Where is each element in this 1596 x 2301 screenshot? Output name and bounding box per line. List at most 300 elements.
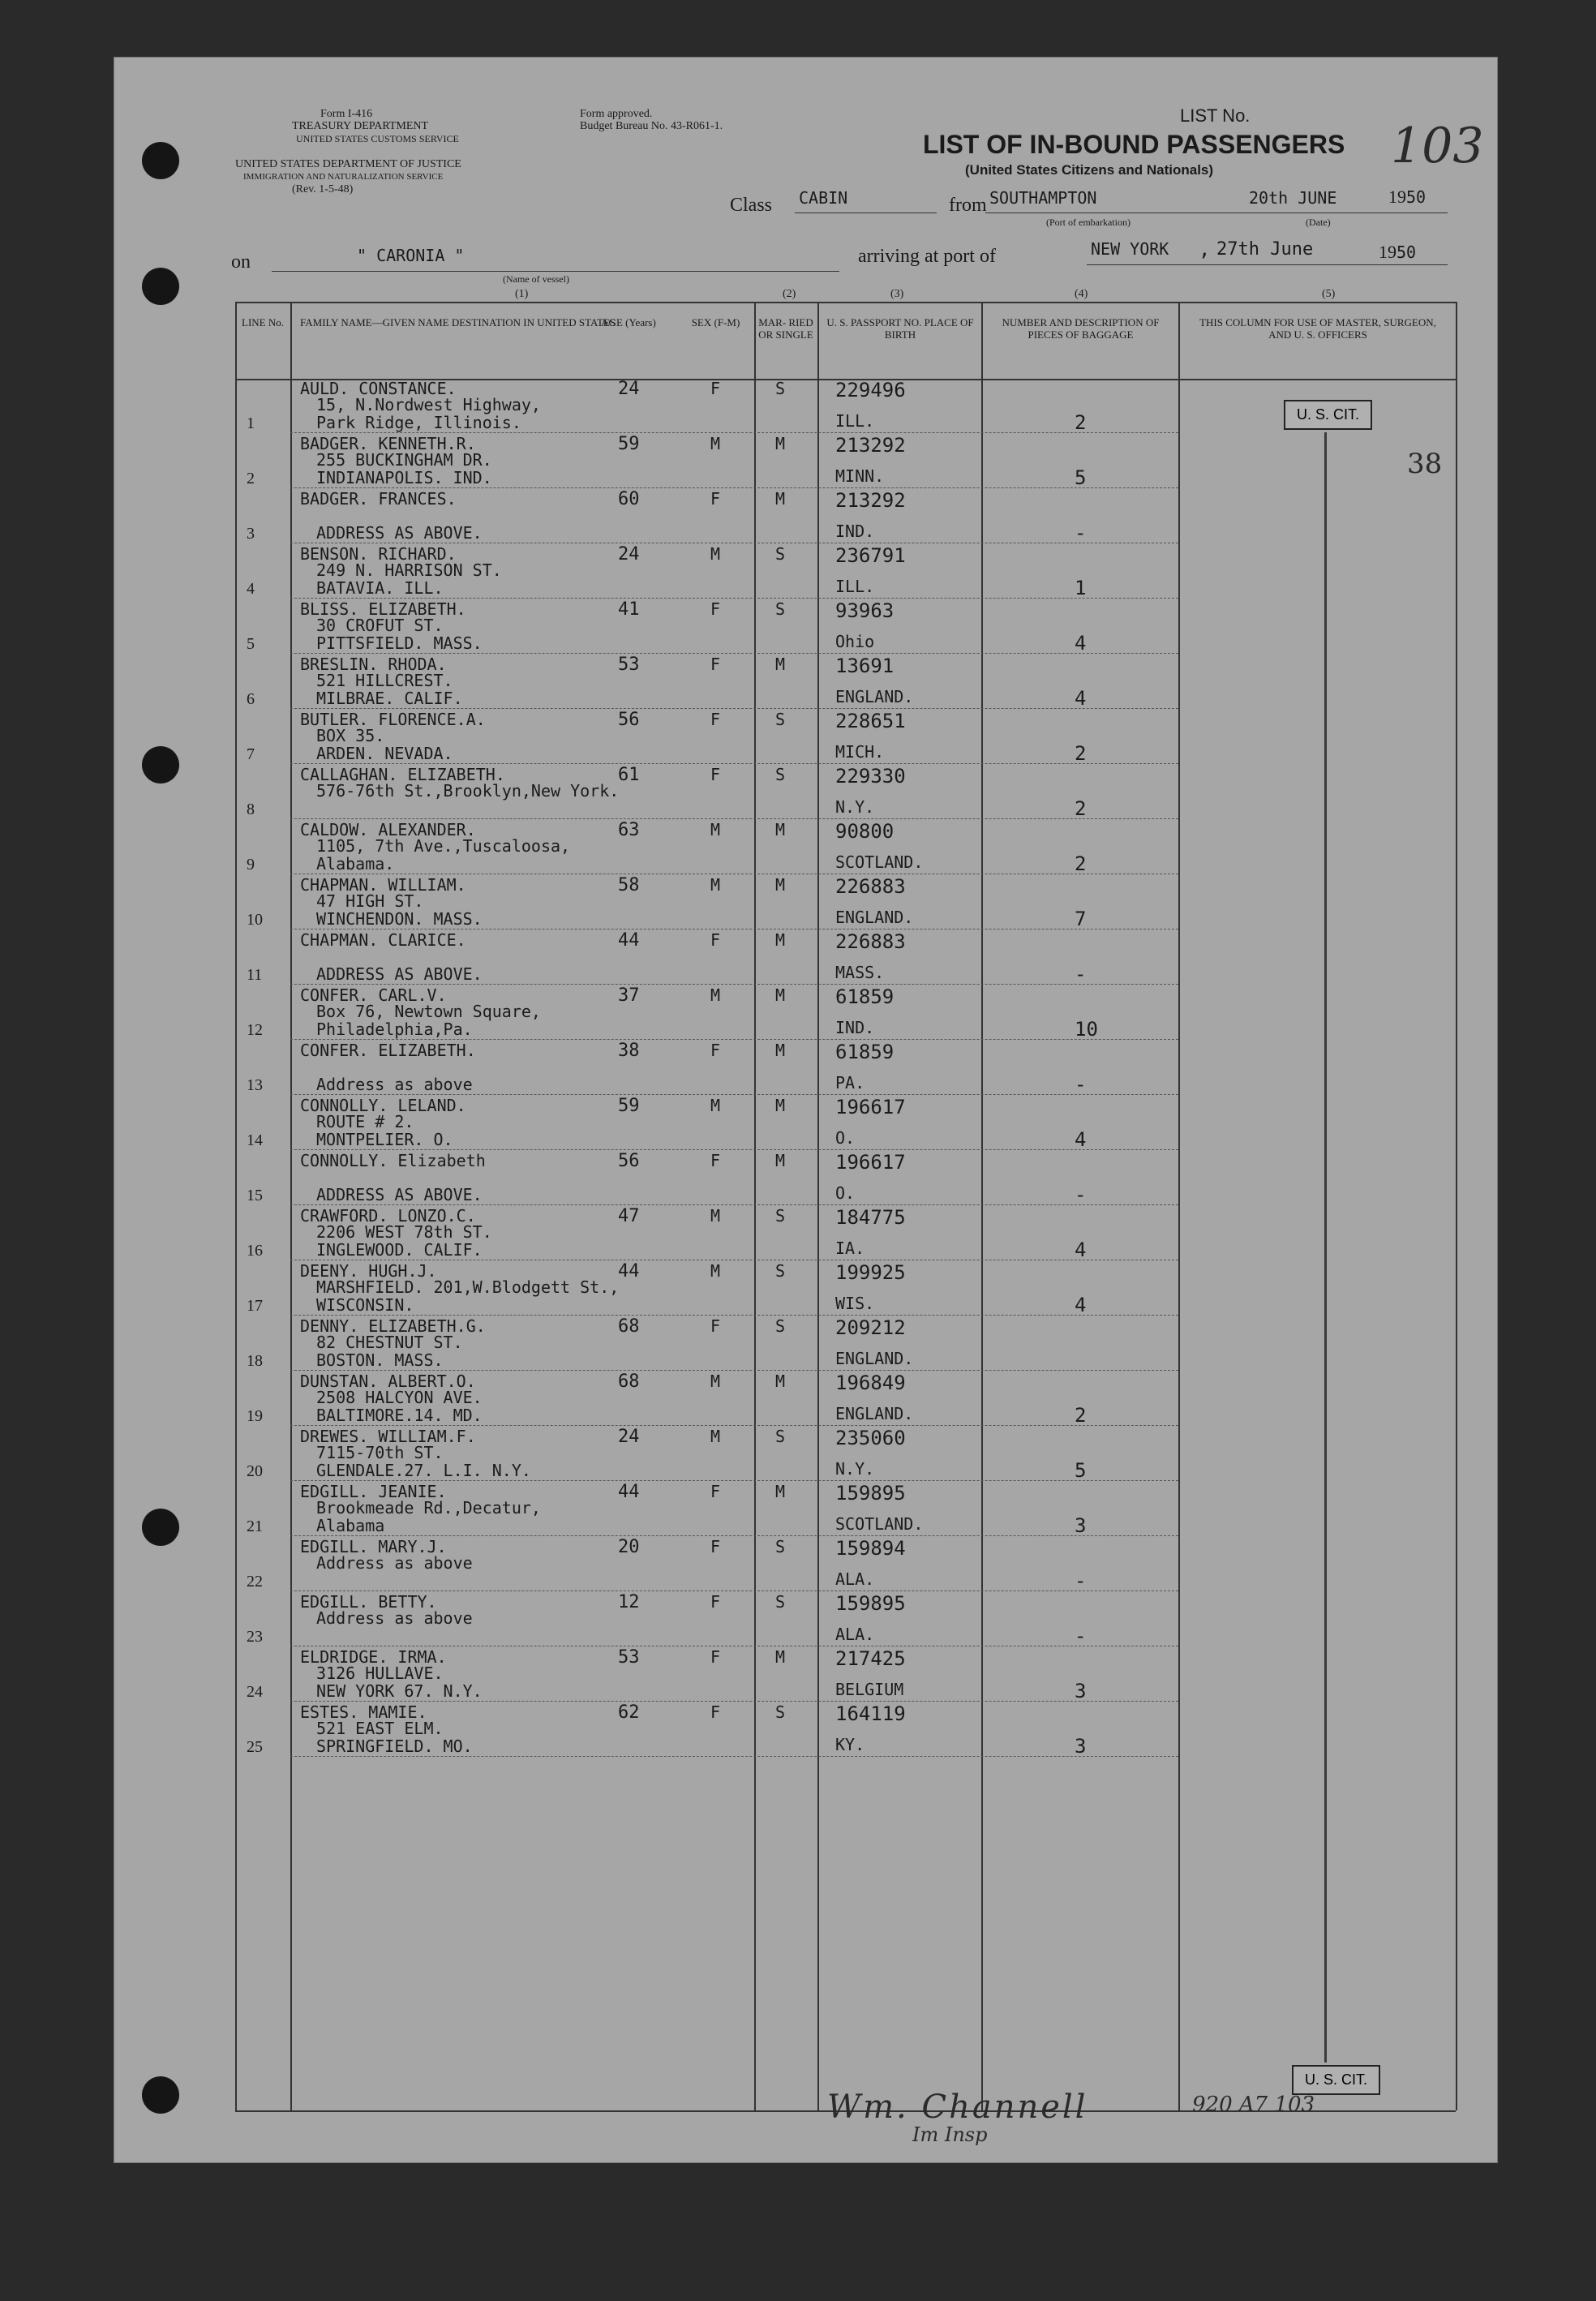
passenger-name: CHAPMAN. WILLIAM. bbox=[300, 875, 466, 895]
address-line-2: NEW YORK 67. N.Y. bbox=[316, 1681, 483, 1701]
address-line-1: ROUTE # 2. bbox=[316, 1112, 414, 1131]
baggage-count: 3 bbox=[1075, 1514, 1087, 1537]
passport-number: 93963 bbox=[835, 599, 895, 622]
age-value: 58 bbox=[618, 875, 640, 895]
sex-value: F bbox=[710, 489, 721, 509]
place-of-birth: WIS. bbox=[835, 1294, 875, 1313]
justice-department: UNITED STATES DEPARTMENT OF JUSTICE bbox=[235, 158, 461, 170]
address-line-1: 2206 WEST 78th ST. bbox=[316, 1222, 492, 1242]
embarkation-caption: (Port of embarkation) bbox=[1046, 217, 1130, 228]
baggage-count: 3 bbox=[1075, 1735, 1087, 1758]
address-line-2: GLENDALE.27. L.I. N.Y. bbox=[316, 1461, 531, 1480]
date-caption: (Date) bbox=[1306, 217, 1331, 228]
address-line-1: Brookmeade Rd.,Decatur, bbox=[316, 1498, 541, 1518]
vessel-underline bbox=[272, 271, 839, 272]
passport-number: 229496 bbox=[835, 379, 906, 401]
passenger-name: DEENY. HUGH.J. bbox=[300, 1261, 437, 1281]
col-header-age: AGE (Years) bbox=[601, 316, 656, 328]
us-citizen-stamp-top: U. S. CIT. bbox=[1284, 400, 1372, 430]
marital-status: M bbox=[775, 434, 786, 453]
marital-status: S bbox=[775, 1316, 786, 1336]
baggage-count: 2 bbox=[1075, 1404, 1087, 1427]
sex-value: F bbox=[710, 1041, 721, 1060]
sex-value: F bbox=[710, 930, 721, 950]
row-separator bbox=[290, 1425, 1178, 1426]
row-separator bbox=[290, 1204, 1178, 1205]
us-citizen-stamp-bottom: U. S. CIT. bbox=[1292, 2065, 1380, 2095]
row-separator bbox=[290, 1480, 1178, 1481]
passport-number: 199925 bbox=[835, 1261, 906, 1284]
table-row bbox=[235, 875, 1456, 930]
address-line-2: Park Ridge, Illinois. bbox=[316, 413, 521, 432]
place-of-birth: ENGLAND. bbox=[835, 1404, 914, 1423]
row-separator bbox=[290, 1149, 1178, 1150]
baggage-count: - bbox=[1075, 1569, 1087, 1592]
table-row bbox=[235, 1592, 1456, 1647]
place-of-birth: BELGIUM bbox=[835, 1680, 904, 1699]
table-row bbox=[235, 544, 1456, 599]
baggage-count: - bbox=[1075, 522, 1087, 544]
sex-value: M bbox=[710, 1427, 721, 1446]
marital-status: M bbox=[775, 655, 786, 674]
place-of-birth: ALA. bbox=[835, 1625, 875, 1644]
row-separator bbox=[290, 708, 1178, 709]
passenger-name: CRAWFORD. LONZO.C. bbox=[300, 1206, 476, 1226]
passenger-name: BADGER. KENNETH.R. bbox=[300, 434, 476, 453]
baggage-count: 2 bbox=[1075, 742, 1087, 765]
address-line-1: 7115-70th ST. bbox=[316, 1443, 444, 1462]
row-separator bbox=[290, 1756, 1178, 1757]
line-number: 17 bbox=[247, 1297, 263, 1315]
year-prefix: 1950 bbox=[1388, 187, 1427, 207]
col-header-officers: THIS COLUMN FOR USE OF MASTER, SURGEON, AND U. S. OFFICERS bbox=[1199, 316, 1436, 341]
passport-number: 236791 bbox=[835, 544, 906, 567]
row-separator bbox=[290, 1315, 1178, 1316]
age-value: 44 bbox=[618, 1261, 640, 1281]
age-value: 53 bbox=[618, 1647, 640, 1668]
baggage-count: - bbox=[1075, 1073, 1087, 1096]
age-value: 20 bbox=[618, 1537, 640, 1557]
table-row bbox=[235, 1316, 1456, 1372]
marital-status: S bbox=[775, 710, 786, 729]
row-separator bbox=[290, 1535, 1178, 1536]
punch-hole bbox=[142, 1509, 179, 1546]
baggage-count: 1 bbox=[1075, 577, 1087, 599]
baggage-count: - bbox=[1075, 1183, 1087, 1206]
address-line-1: 521 EAST ELM. bbox=[316, 1719, 444, 1738]
marital-status: S bbox=[775, 1592, 786, 1612]
place-of-birth: ILL. bbox=[835, 411, 875, 431]
place-of-birth: O. bbox=[835, 1128, 856, 1148]
arriving-label: arriving at port of bbox=[858, 246, 996, 267]
age-value: 68 bbox=[618, 1372, 640, 1392]
age-value: 63 bbox=[618, 820, 640, 840]
address-line-2: Address as above bbox=[316, 1075, 473, 1094]
col-number-4: (4) bbox=[1075, 288, 1088, 300]
table-row bbox=[235, 1096, 1456, 1151]
passenger-name: CONNOLLY. Elizabeth bbox=[300, 1151, 486, 1170]
line-number: 20 bbox=[247, 1462, 263, 1480]
inspector-signature: Wm. Channell bbox=[827, 2089, 1088, 2126]
baggage-count: - bbox=[1075, 1625, 1087, 1647]
sex-value: M bbox=[710, 1206, 721, 1226]
baggage-count: 7 bbox=[1075, 908, 1087, 930]
address-line-1: Address as above bbox=[316, 1608, 473, 1628]
sex-value: F bbox=[710, 1482, 721, 1501]
sex-value: M bbox=[710, 1261, 721, 1281]
place-of-birth: MASS. bbox=[835, 963, 885, 982]
place-of-birth: ENGLAND. bbox=[835, 687, 914, 706]
marital-status: M bbox=[775, 489, 786, 509]
marital-status: S bbox=[775, 765, 786, 784]
revision-date: (Rev. 1-5-48) bbox=[292, 183, 354, 195]
inspector-title: Im Insp bbox=[912, 2123, 988, 2146]
passenger-name: BENSON. RICHARD. bbox=[300, 544, 457, 564]
marital-status: M bbox=[775, 1041, 786, 1060]
line-number: 3 bbox=[247, 525, 255, 543]
page-subtitle: (United States Citizens and Nationals) bbox=[965, 162, 1214, 178]
table-row bbox=[235, 434, 1456, 489]
place-of-birth: IND. bbox=[835, 1018, 875, 1037]
table-row bbox=[235, 1261, 1456, 1316]
age-value: 47 bbox=[618, 1206, 640, 1226]
table-row bbox=[235, 930, 1456, 985]
marital-status: M bbox=[775, 1372, 786, 1391]
line-number: 22 bbox=[247, 1573, 263, 1591]
line-number: 12 bbox=[247, 1021, 263, 1039]
place-of-birth: O. bbox=[835, 1183, 856, 1203]
address-line-1: 255 BUCKINGHAM DR. bbox=[316, 450, 492, 470]
col-header-married: MAR- RIED OR SINGLE bbox=[758, 316, 813, 341]
form-number: Form I-416 bbox=[320, 108, 373, 120]
age-value: 59 bbox=[618, 434, 640, 454]
page-title: LIST OF IN-BOUND PASSENGERS bbox=[923, 130, 1345, 159]
line-number: 11 bbox=[247, 966, 263, 984]
marital-status: S bbox=[775, 1537, 786, 1556]
address-line-1: 47 HIGH ST. bbox=[316, 891, 424, 911]
baggage-count: 4 bbox=[1075, 1239, 1087, 1261]
arrival-port: NEW YORK bbox=[1091, 239, 1169, 259]
line-number: 9 bbox=[247, 856, 255, 874]
col-header-line: LINE No. bbox=[242, 316, 284, 328]
row-separator bbox=[290, 598, 1178, 599]
place-of-birth: N.Y. bbox=[835, 1459, 875, 1479]
col-number-2: (2) bbox=[783, 288, 796, 300]
line-number: 18 bbox=[247, 1352, 263, 1370]
age-value: 60 bbox=[618, 489, 640, 509]
address-line-2: Alabama. bbox=[316, 854, 395, 874]
address-line-1: BOX 35. bbox=[316, 726, 385, 745]
class-value: CABIN bbox=[799, 188, 848, 208]
col-number-1: (1) bbox=[515, 288, 529, 300]
class-underline bbox=[795, 212, 937, 213]
table-row bbox=[235, 820, 1456, 875]
marital-status: S bbox=[775, 544, 786, 564]
passenger-name: CONFER. CARL.V. bbox=[300, 985, 447, 1005]
age-value: 44 bbox=[618, 930, 640, 951]
passport-number: 229330 bbox=[835, 765, 906, 788]
table-row bbox=[235, 1427, 1456, 1482]
address-line-2: Philadelphia,Pa. bbox=[316, 1020, 473, 1039]
age-value: 24 bbox=[618, 379, 640, 399]
place-of-birth: PA. bbox=[835, 1073, 865, 1093]
line-number: 8 bbox=[247, 801, 255, 818]
table-row bbox=[235, 379, 1456, 434]
age-value: 24 bbox=[618, 544, 640, 565]
vessel-caption: (Name of vessel) bbox=[503, 273, 569, 285]
passenger-name: DUNSTAN. ALBERT.O. bbox=[300, 1372, 476, 1391]
line-number: 19 bbox=[247, 1407, 263, 1425]
on-label: on bbox=[231, 251, 251, 273]
passport-number: 164119 bbox=[835, 1702, 906, 1725]
customs-service: UNITED STATES CUSTOMS SERVICE bbox=[296, 133, 459, 144]
line-number: 21 bbox=[247, 1518, 263, 1535]
address-line-2: ADDRESS AS ABOVE. bbox=[316, 1185, 483, 1204]
arrival-comma: , bbox=[1199, 238, 1211, 260]
address-line-1: 2508 HALCYON AVE. bbox=[316, 1388, 483, 1407]
row-separator bbox=[290, 1701, 1178, 1702]
sex-value: M bbox=[710, 1372, 721, 1391]
col-number-5: (5) bbox=[1322, 288, 1336, 300]
marital-status: M bbox=[775, 1096, 786, 1115]
passport-number: 196617 bbox=[835, 1096, 906, 1118]
line-number: 16 bbox=[247, 1242, 263, 1260]
line-number: 10 bbox=[247, 911, 263, 929]
address-line-1: 576-76th St.,Brooklyn,New York. bbox=[316, 781, 620, 801]
line-number: 1 bbox=[247, 414, 255, 432]
passport-number: 61859 bbox=[835, 1041, 895, 1063]
table-row bbox=[235, 599, 1456, 655]
row-separator bbox=[290, 1370, 1178, 1371]
age-value: 56 bbox=[618, 710, 640, 730]
table-row bbox=[235, 489, 1456, 544]
address-line-2: ARDEN. NEVADA. bbox=[316, 744, 453, 763]
sex-value: F bbox=[710, 1537, 721, 1556]
line-number: 2 bbox=[247, 470, 255, 487]
place-of-birth: IA. bbox=[835, 1239, 865, 1258]
list-number: 103 bbox=[1391, 118, 1484, 174]
age-value: 38 bbox=[618, 1041, 640, 1061]
row-separator bbox=[290, 1094, 1178, 1095]
line-number: 25 bbox=[247, 1738, 263, 1756]
sex-value: M bbox=[710, 820, 721, 839]
passport-number: 196617 bbox=[835, 1151, 906, 1174]
passport-number: 209212 bbox=[835, 1316, 906, 1339]
row-separator bbox=[290, 432, 1178, 433]
baggage-count: 5 bbox=[1075, 466, 1087, 489]
passenger-name: ELDRIDGE. IRMA. bbox=[300, 1647, 447, 1667]
age-value: 68 bbox=[618, 1316, 640, 1337]
sex-value: F bbox=[710, 765, 721, 784]
passenger-name: BADGER. FRANCES. bbox=[300, 489, 457, 509]
from-label: from bbox=[949, 195, 987, 216]
passenger-name: EDGILL. MARY.J. bbox=[300, 1537, 447, 1556]
address-line-2: INDIANAPOLIS. IND. bbox=[316, 468, 492, 487]
sex-value: F bbox=[710, 1647, 721, 1667]
punch-hole bbox=[142, 2076, 179, 2114]
from-underline bbox=[985, 212, 1448, 213]
age-value: 56 bbox=[618, 1151, 640, 1171]
table-row bbox=[235, 1702, 1456, 1758]
address-line-1: 521 HILLCREST. bbox=[316, 671, 453, 690]
address-line-2: MILBRAE. CALIF. bbox=[316, 689, 463, 708]
address-line-1: MARSHFIELD. 201,W.Blodgett St., bbox=[316, 1277, 620, 1297]
passport-number: 213292 bbox=[835, 434, 906, 457]
address-line-2: ADDRESS AS ABOVE. bbox=[316, 964, 483, 984]
col-header-sex: SEX (F-M) bbox=[691, 316, 740, 328]
passport-number: 196849 bbox=[835, 1372, 906, 1394]
marital-status: S bbox=[775, 379, 786, 398]
sex-value: F bbox=[710, 1592, 721, 1612]
age-value: 59 bbox=[618, 1096, 640, 1116]
place-of-birth: Ohio bbox=[835, 632, 875, 651]
sex-value: F bbox=[710, 655, 721, 674]
age-value: 24 bbox=[618, 1427, 640, 1447]
line-number: 24 bbox=[247, 1683, 263, 1701]
officer-bracket-line bbox=[1324, 432, 1327, 2063]
age-value: 41 bbox=[618, 599, 640, 620]
address-line-1: 1105, 7th Ave.,Tuscaloosa, bbox=[316, 836, 571, 856]
marital-status: S bbox=[775, 1261, 786, 1281]
address-line-2: MONTPELIER. O. bbox=[316, 1130, 453, 1149]
col-number-3: (3) bbox=[890, 288, 904, 300]
passport-number: 13691 bbox=[835, 655, 895, 677]
place-of-birth: IND. bbox=[835, 522, 875, 541]
class-label: Class bbox=[730, 195, 773, 216]
line-number: 4 bbox=[247, 580, 255, 598]
table-row bbox=[235, 1482, 1456, 1537]
passenger-name: BUTLER. FLORENCE.A. bbox=[300, 710, 486, 729]
passport-number: 226883 bbox=[835, 875, 906, 898]
address-line-1: 30 CROFUT ST. bbox=[316, 616, 444, 635]
treasury-department: TREASURY DEPARTMENT bbox=[292, 120, 429, 132]
passenger-name: EDGILL. JEANIE. bbox=[300, 1482, 447, 1501]
row-separator bbox=[290, 984, 1178, 985]
vessel-name: " CARONIA " bbox=[357, 246, 465, 265]
address-line-1: 82 CHESTNUT ST. bbox=[316, 1333, 463, 1352]
passenger-name: AULD. CONSTANCE. bbox=[300, 379, 457, 398]
passenger-name: BRESLIN. RHODA. bbox=[300, 655, 447, 674]
col-header-name: FAMILY NAME—GIVEN NAME DESTINATION IN UNITED STATES bbox=[300, 316, 616, 328]
passenger-name: CHAPMAN. CLARICE. bbox=[300, 930, 466, 950]
baggage-count: 4 bbox=[1075, 632, 1087, 655]
line-number: 14 bbox=[247, 1131, 263, 1149]
age-value: 62 bbox=[618, 1702, 640, 1723]
line-number: 7 bbox=[247, 745, 255, 763]
address-line-1: Address as above bbox=[316, 1553, 473, 1573]
passport-number: 235060 bbox=[835, 1427, 906, 1449]
place-of-birth: ENGLAND. bbox=[835, 1349, 914, 1368]
sex-value: M bbox=[710, 544, 721, 564]
address-line-2: ADDRESS AS ABOVE. bbox=[316, 523, 483, 543]
ins-service: IMMIGRATION AND NATURALIZATION SERVICE bbox=[243, 172, 444, 182]
passenger-name: CALDOW. ALEXANDER. bbox=[300, 820, 476, 839]
age-value: 12 bbox=[618, 1592, 640, 1612]
address-line-2: BOSTON. MASS. bbox=[316, 1350, 444, 1370]
embarkation-port: SOUTHAMPTON bbox=[989, 188, 1097, 208]
place-of-birth: KY. bbox=[835, 1735, 865, 1754]
punch-hole bbox=[142, 142, 179, 179]
address-line-2: PITTSFIELD. MASS. bbox=[316, 633, 483, 653]
place-of-birth: N.Y. bbox=[835, 797, 875, 817]
baggage-count: 2 bbox=[1075, 852, 1087, 875]
age-value: 61 bbox=[618, 765, 640, 785]
marital-status: S bbox=[775, 1206, 786, 1226]
passenger-name: CALLAGHAN. ELIZABETH. bbox=[300, 765, 505, 784]
place-of-birth: ALA. bbox=[835, 1569, 875, 1589]
passport-number: 213292 bbox=[835, 489, 906, 512]
sex-value: M bbox=[710, 985, 721, 1005]
sex-value: F bbox=[710, 1151, 721, 1170]
passport-number: 184775 bbox=[835, 1206, 906, 1229]
table-row bbox=[235, 1647, 1456, 1702]
embarkation-date: 20th JUNE bbox=[1249, 188, 1337, 208]
passport-number: 90800 bbox=[835, 820, 895, 843]
baggage-count: 5 bbox=[1075, 1459, 1087, 1482]
passenger-name: DREWES. WILLIAM.F. bbox=[300, 1427, 476, 1446]
sex-value: M bbox=[710, 1096, 721, 1115]
line-number: 5 bbox=[247, 635, 255, 653]
marital-status: M bbox=[775, 1482, 786, 1501]
baggage-count: 10 bbox=[1075, 1018, 1098, 1041]
passport-number: 217425 bbox=[835, 1647, 906, 1670]
line-number: 13 bbox=[247, 1076, 263, 1094]
marital-status: M bbox=[775, 1647, 786, 1667]
age-value: 37 bbox=[618, 985, 640, 1006]
punch-hole bbox=[142, 746, 179, 783]
table-row bbox=[235, 985, 1456, 1041]
sex-value: F bbox=[710, 1702, 721, 1722]
sex-value: F bbox=[710, 1316, 721, 1336]
sex-value: F bbox=[710, 379, 721, 398]
baggage-count: 2 bbox=[1075, 411, 1087, 434]
address-line-2: WINCHENDON. MASS. bbox=[316, 909, 483, 929]
arrival-underline bbox=[1087, 264, 1448, 265]
baggage-count: 2 bbox=[1075, 797, 1087, 820]
baggage-count: 4 bbox=[1075, 687, 1087, 710]
signature-code: 920 A7 103 bbox=[1192, 2093, 1315, 2117]
address-line-1: 249 N. HARRISON ST. bbox=[316, 560, 502, 580]
marital-status: S bbox=[775, 1427, 786, 1446]
passport-number: 226883 bbox=[835, 930, 906, 953]
passport-number: 228651 bbox=[835, 710, 906, 732]
sex-value: M bbox=[710, 875, 721, 895]
budget-bureau: Budget Bureau No. 43-R061-1. bbox=[580, 120, 723, 132]
baggage-count: 4 bbox=[1075, 1294, 1087, 1316]
marital-status: S bbox=[775, 599, 786, 619]
address-line-2: INGLEWOOD. CALIF. bbox=[316, 1240, 483, 1260]
age-value: 44 bbox=[618, 1482, 640, 1502]
line-number: 23 bbox=[247, 1628, 263, 1646]
age-value: 53 bbox=[618, 655, 640, 675]
sex-value: F bbox=[710, 599, 721, 619]
table-row bbox=[235, 765, 1456, 820]
arrival-date: 27th June bbox=[1216, 239, 1314, 260]
address-line-2: Alabama bbox=[316, 1516, 385, 1535]
table-right-border bbox=[1456, 302, 1457, 2110]
place-of-birth: ENGLAND. bbox=[835, 908, 914, 927]
passport-number: 61859 bbox=[835, 985, 895, 1008]
table-top-border bbox=[235, 302, 1456, 303]
col-header-baggage: NUMBER AND DESCRIPTION OF PIECES OF BAGGAGE bbox=[1002, 316, 1160, 341]
address-line-1: Box 76, Newtown Square, bbox=[316, 1002, 541, 1021]
table-row bbox=[235, 1372, 1456, 1427]
place-of-birth: MINN. bbox=[835, 466, 885, 486]
sex-value: F bbox=[710, 710, 721, 729]
address-line-2: WISCONSIN. bbox=[316, 1295, 414, 1315]
line-number: 6 bbox=[247, 690, 255, 708]
address-line-1: 3126 HULLAVE. bbox=[316, 1664, 444, 1683]
